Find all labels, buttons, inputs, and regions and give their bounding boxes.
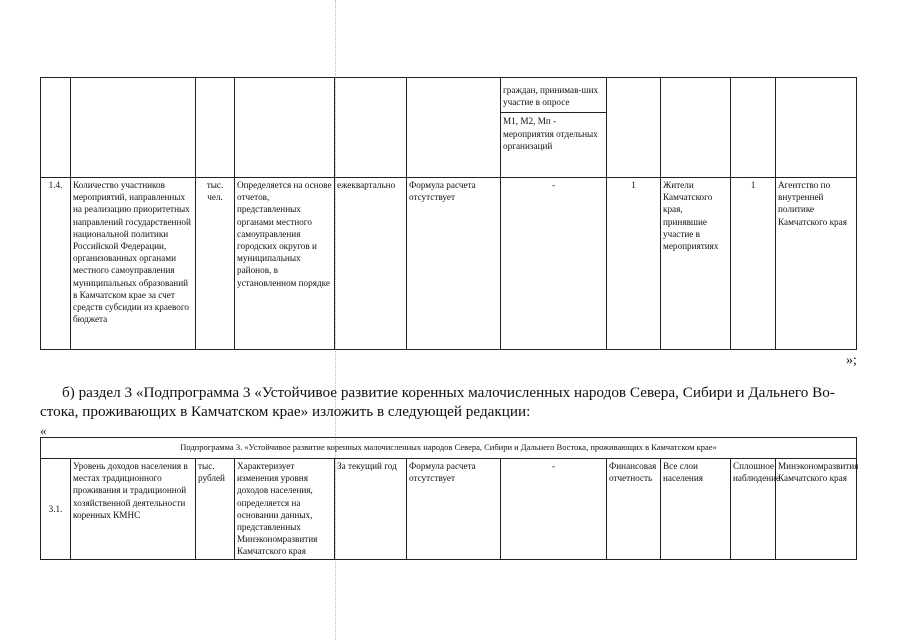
cell-respondents: граждан, принимав-ших участие в опросе bbox=[503, 85, 599, 108]
closing-quote: »; bbox=[846, 353, 857, 368]
formula: Формула расчета отсутствует bbox=[407, 459, 501, 560]
coverage: 1 bbox=[731, 178, 776, 350]
responsible: Минэкономразвития Камчатского края bbox=[776, 459, 857, 560]
coverage: Сплошное наблюдение bbox=[731, 459, 776, 560]
subprogram-header: Подпрограмма 3. «Устойчивое развитие коренных малочисленных народов Севера, Сибири и Дальнего Востока, проживающих в Камчатском крае» bbox=[41, 438, 857, 459]
responsible: Агентство по внутренней политике Камчатского края bbox=[776, 178, 857, 350]
population: Жители Камчатского края, принявшие участие в мероприятиях bbox=[661, 178, 731, 350]
indicator-name: Уровень доходов населения в местах традиционного проживания и традиционной хозяйственной деятельности коренных КМНС bbox=[71, 459, 196, 560]
method: Определяется на основе отчетов, представленных органами местного самоуправления городских округов и муниципальных районов, в установленном порядке bbox=[235, 178, 335, 350]
paragraph-line-2: стока, проживающих в Камчатском крае» изложить в следующей редакции: bbox=[40, 403, 531, 420]
unit: тыс. чел. bbox=[196, 178, 235, 350]
row-number: 1.4. bbox=[41, 178, 71, 350]
opening-quote: « bbox=[40, 423, 47, 438]
paragraph-line-1: б) раздел 3 «Подпрограмма 3 «Устойчивое развитие коренных малочисленных народов Севера, Сибири и Дальнего Во- bbox=[62, 384, 835, 401]
formula: Формула расчета отсутствует bbox=[407, 178, 501, 350]
indicator-name: Количество участников мероприятий, направленных на реализацию приоритетных направлений государственной национальной политики Российской Федерации, организованных органами местного самоуправления муниципальных образований в Камчатском крае за счет средств субсидии из краевого бюджета bbox=[71, 178, 196, 350]
unit: тыс. рублей bbox=[196, 459, 235, 560]
population: Все слои населения bbox=[661, 459, 731, 560]
period: ежеквартально bbox=[335, 178, 407, 350]
table-row bbox=[41, 78, 857, 178]
method: Характеризует изменения уровня доходов населения, определяется на основании данных, представленных Минэкономразвития Камчатского края bbox=[235, 459, 335, 560]
cell-measures: М1, М2, Мп - мероприятия отдельных организаций bbox=[501, 112, 606, 152]
row-number: 3.1. bbox=[41, 459, 71, 560]
indicators: - bbox=[501, 178, 607, 350]
table-row bbox=[41, 178, 857, 350]
indicators: - bbox=[501, 459, 607, 560]
indicators-table-continued bbox=[40, 77, 857, 350]
table-header-row bbox=[41, 438, 857, 459]
subprogram-3-table bbox=[40, 437, 857, 560]
table-row bbox=[41, 459, 857, 560]
source: Финансовая отчетность bbox=[607, 459, 661, 560]
source: 1 bbox=[607, 178, 661, 350]
period: За текущий год bbox=[335, 459, 407, 560]
